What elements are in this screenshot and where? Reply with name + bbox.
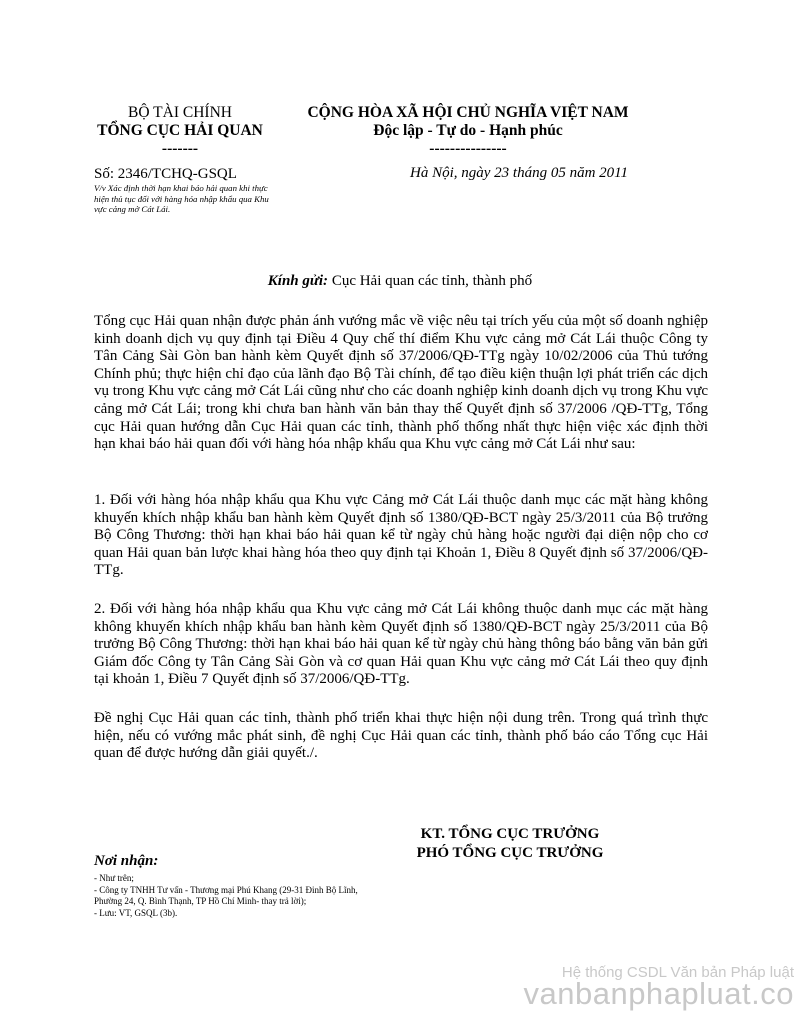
motto-divider: --------------- — [429, 140, 507, 157]
national-motto: Độc lập - Tự do - Hạnh phúc — [373, 122, 563, 139]
signature-block — [380, 825, 640, 863]
watermark-line-1: Hệ thống CSDL Văn bản Pháp luật — [561, 964, 794, 981]
department-name: TỔNG CỤC HẢI QUAN — [97, 122, 263, 139]
country-name: CỘNG HÒA XÃ HỘI CHỦ NGHĨA VIỆT NAM — [307, 104, 629, 121]
body-paragraph-2: 1. Đối với hàng hóa nhập khẩu qua Khu vực Cảng mở Cát Lái thuộc danh mục các mặt hàng không khuyến khích nhập khẩu ban hành kèm Quyết định số 1380/QĐ-BCT ngày 25/3/2011 của Bộ trưởng Bộ Công Thương: thời hạn khai báo hải quan kể từ ngày chủ hàng hoặc người đại diện nộp cho cơ quan Hải quan bản lược khai hàng hóa theo quy định tại Khoản 1, Điều 8 Quyết định số 37/2006/QĐ-TTg. — [94, 492, 708, 579]
recipient-value: Cục Hải quan các tỉnh, thành phố — [331, 273, 533, 289]
body-paragraph-3: 2. Đối với hàng hóa nhập khẩu qua Khu vực cảng mở Cát Lái không thuộc danh mục các mặt hàng không khuyến khích nhập khẩu ban hành kèm Quyết định số 1380/QĐ-BCT ngày 25/3/2011 của Bộ trưởng Bộ Công Thương: thời hạn khai báo hải quan kể từ ngày chủ hàng thông báo bằng văn bản gửi Giám đốc Công ty Tân Cảng Sài Gòn và cơ quan Hải quan Khu vực cảng mở Cát Lái theo quy định tại khoản 1, Điều 7 Quyết định số 37/2006/QĐ-TTg. — [94, 601, 708, 688]
recipients-title: Nơi nhận: — [94, 853, 159, 869]
national-header — [288, 104, 648, 158]
ministry-name: BỘ TÀI CHÍNH — [128, 104, 232, 121]
recipient-label: Kính gửi: — [267, 273, 329, 289]
list-item: - Như trên; — [94, 873, 134, 883]
document-number: Số: 2346/TCHQ-GSQL — [94, 166, 237, 182]
list-item: - Lưu: VT, GSQL (3b). — [94, 907, 178, 918]
issuer-block — [80, 104, 280, 158]
recipient-line — [0, 273, 800, 290]
issuer-divider: ------- — [161, 140, 199, 157]
recipients-list — [94, 873, 359, 919]
signature-title-1: KT. TỔNG CỤC TRƯỞNG — [420, 826, 600, 842]
watermark-line-2: vanbanphapluat.co — [523, 976, 794, 1011]
body-paragraph-4: Đề nghị Cục Hải quan các tỉnh, thành phố triển khai thực hiện nội dung trên. Trong quá trình thực hiện, nếu có vướng mắc phát sinh, đề nghị Cục Hải quan các tỉnh, thành phố báo cáo Tổng cục Hải quan để được hướng dẫn giải quyết./. — [94, 710, 708, 762]
list-item: - Công ty TNHH Tư vấn - Thương mại Phú Khang (29-31 Đinh Bộ Lĩnh, Phường 24, Q. Bình Thạnh, TP Hồ Chí Minh- thay trả lời); — [94, 884, 358, 906]
document-subject: V/v Xác định thời hạn khai báo hải quan khi thực hiện thủ tục đối với hàng hóa nhập khẩu qua Khu vực cảng mở Cát Lái. — [94, 183, 269, 214]
date-line: Hà Nội, ngày 23 tháng 05 năm 2011 — [410, 165, 629, 181]
body-paragraph-1: Tổng cục Hải quan nhận được phản ánh vướng mắc về việc nêu tại trích yếu của một số doanh nghiệp kinh doanh dịch vụ quy định tại Điều 4 Quy chế thí điểm Khu vực cảng mở Cát Lái thuộc Công ty Tân Cảng Sài Gòn ban hành kèm Quyết định số 37/2006/QĐ-TTg ngày 10/02/2006 của Thủ tướng Chính phủ; thực hiện chỉ đạo của lãnh đạo Bộ Tài chính, để tạo điều kiện thuận lợi phát triển các dịch vụ trong Khu vực cảng mở Cát Lái cũng như cho các doanh nghiệp kinh doanh dịch vụ trong Khu vực cảng mở Cát Lái; trong khi chưa ban hành văn bản thay thế Quyết định số 37/2006 /QĐ-TTg, Tổng cục Hải quan hướng dẫn Cục Hải quan các tỉnh, thành phố thống nhất thực hiện việc xác định thời hạn khai báo hải quan đối với hàng hóa nhập khẩu qua Khu vực cảng mở Cát Lái như sau: — [94, 313, 708, 453]
signature-title-2: PHÓ TỔNG CỤC TRƯỞNG — [416, 845, 604, 861]
